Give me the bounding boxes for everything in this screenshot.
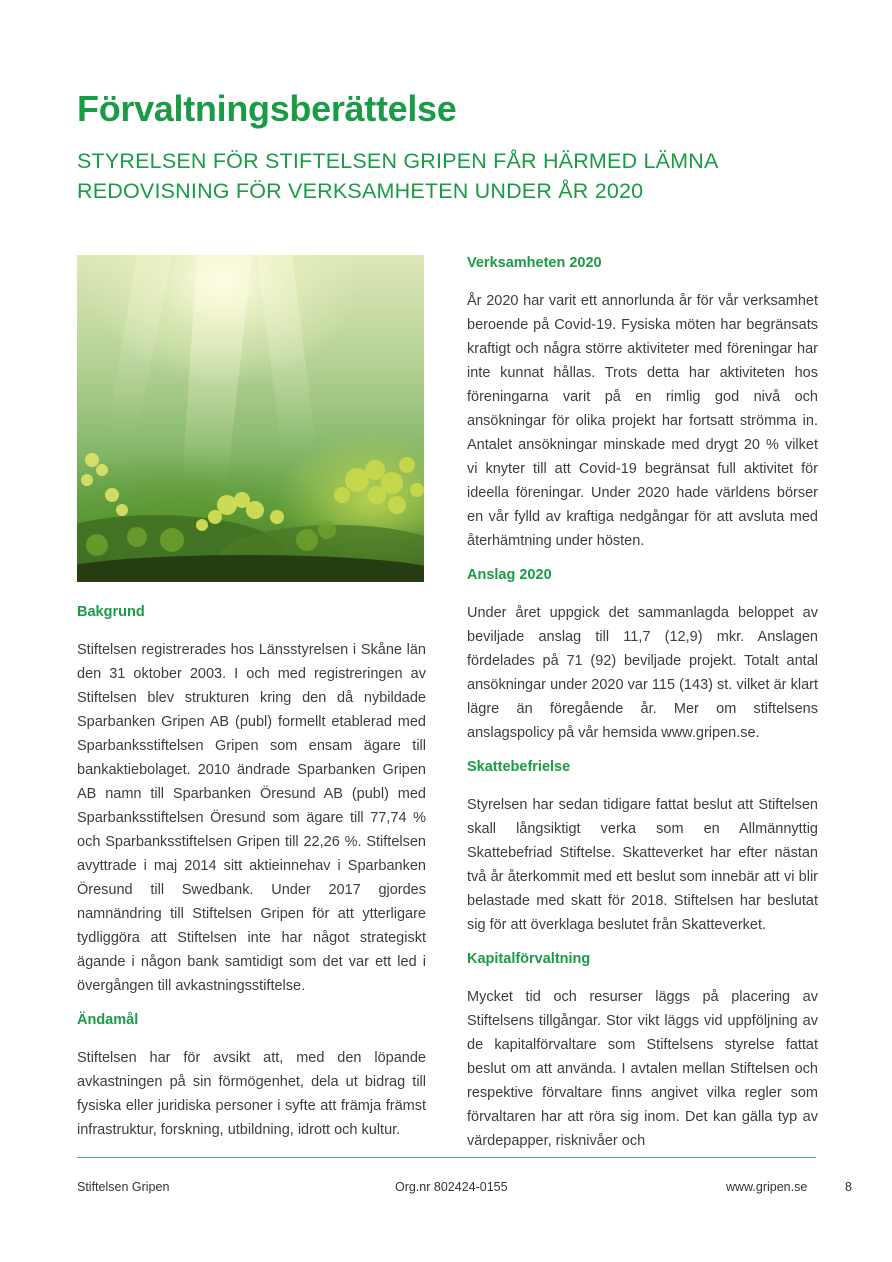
forest-photo — [77, 255, 424, 582]
heading-verksamheten: Verksamheten 2020 — [467, 255, 602, 271]
moss-fern-illustration — [77, 255, 424, 582]
section-bakgrund — [77, 598, 426, 998]
text-bakgrund: Stiftelsen registrerades hos Länsstyrelsen i Skåne län den 31 oktober 2003. I och med registreringen av Stiftelsen blev strukturen kring den då nybildade Sparbanken Gripen AB (publ) formellt etablerad med Sparbanksstiftelsen Gripen som ensam ägare till bankaktiebolaget. 2010 ändrade Sparbanken Gripen AB namn till Sparbanken Öresund AB (publ) med Sparbanksstiftelsen Öresund som ägare till 77,74 % och Sparbanksstiftelsen Gripen till 22,26 %. Stiftelsen avyttrade i maj 2014 sitt aktieinnehav i Sparbanken Öresund till Swedbank. Under 2017 gjordes namnändring till Stiftelsen Gripen för att ytterligare tydliggöra att Stiftelsen inte har något strategiskt ägande i någon bank samtidigt som det var ett led i övergången till avkastningsstiftelse. — [77, 642, 426, 994]
page-subtitle: STYRELSEN FÖR STIFTELSEN GRIPEN FÅR HÄRMED LÄMNA REDOVISNING FÖR VERKSAMHETEN UNDER ÅR 2020 — [77, 149, 718, 203]
section-kapitalforvaltning — [467, 945, 818, 1153]
text-verksamheten: År 2020 har varit ett annorlunda år för vår verksamhet beroende på Covid-19. Fysiska möten har begränsats kraftigt och några större aktiviteter med föreningar har inte kunnat hållas. Trots detta har aktiviteten hos föreningarna varit på en rimlig god nivå och ansökningar för olika projekt har fortsatt strömma in. Antalet ansökningar minskade med drygt 20 % vilket vi knyter till att Covid-19 begränsat full aktivitet för ideella föreningar. Under 2020 hade världens börser en vår fylld av kraftiga nedgångar för att avsluta med återhämtning under hösten. — [467, 293, 818, 549]
text-anslag: Under året uppgick det sammanlagda beloppet av beviljade anslag till 11,7 (12,9) mkr. Anslagen fördelades på 71 (92) beviljade projekt. Totalt antal ansökningar under 2020 var 115 (143) st. vilket är klart lägre än föregående år. Mer om stiftelsens anslagspolicy på vår hemsida www.gripen.se. — [467, 605, 818, 741]
heading-skattebefrielse: Skattebefrielse — [467, 759, 571, 775]
footer-website-link[interactable]: www.gripen.se — [726, 1180, 808, 1194]
text-andamal: Stiftelsen har för avsikt att, med den löpande avkastningen på sin förmögenhet, dela ut bidrag till fysiska eller juridiska personer i syfte att främja främst infrastruktur, forskning, utbildning, idrott och kultur. — [77, 1050, 426, 1138]
section-verksamheten — [467, 249, 818, 553]
heading-anslag: Anslag 2020 — [467, 567, 552, 583]
footer-org-number: Org.nr 802424-0155 — [395, 1180, 508, 1194]
footer-organization: Stiftelsen Gripen — [77, 1180, 170, 1194]
text-kapitalforvaltning: Mycket tid och resurser läggs på placering av Stiftelsens tillgångar. Stor vikt läggs vid uppföljning av de kapitalförvaltare som Stiftelsens styrelse fattat beslut om att använda. I avtalen mellan Stiftelsen och respektive förvaltare finns angivet vilka regler som förvaltaren har att röra sig inom. Det kan gälla typ av värdepapper, risknivåer och — [467, 989, 818, 1149]
heading-kapitalforvaltning: Kapitalförvaltning — [467, 951, 591, 967]
heading-andamal: Ändamål — [77, 1012, 139, 1028]
page-number: 8 — [845, 1180, 852, 1194]
right-column — [467, 249, 818, 1161]
page-title: Förvaltningsberättelse — [77, 88, 457, 129]
section-anslag — [467, 561, 818, 745]
text-skattebefrielse: Styrelsen har sedan tidigare fattat beslut att Stiftelsen skall långsiktigt verka som en Allmännyttig Skattebefriad Stiftelse. Skatteverket har efter nästan två år återkommit med ett beslut som innebär att vi blir belastade med skatt för 2018. Stiftelsen har beslutat sig för att överklaga beslutet från Skatteverket. — [467, 797, 818, 933]
section-andamal — [77, 1006, 426, 1142]
left-column — [77, 598, 426, 1150]
section-skattebefrielse — [467, 753, 818, 937]
heading-bakgrund: Bakgrund — [77, 604, 145, 620]
footer-divider — [77, 1157, 816, 1158]
